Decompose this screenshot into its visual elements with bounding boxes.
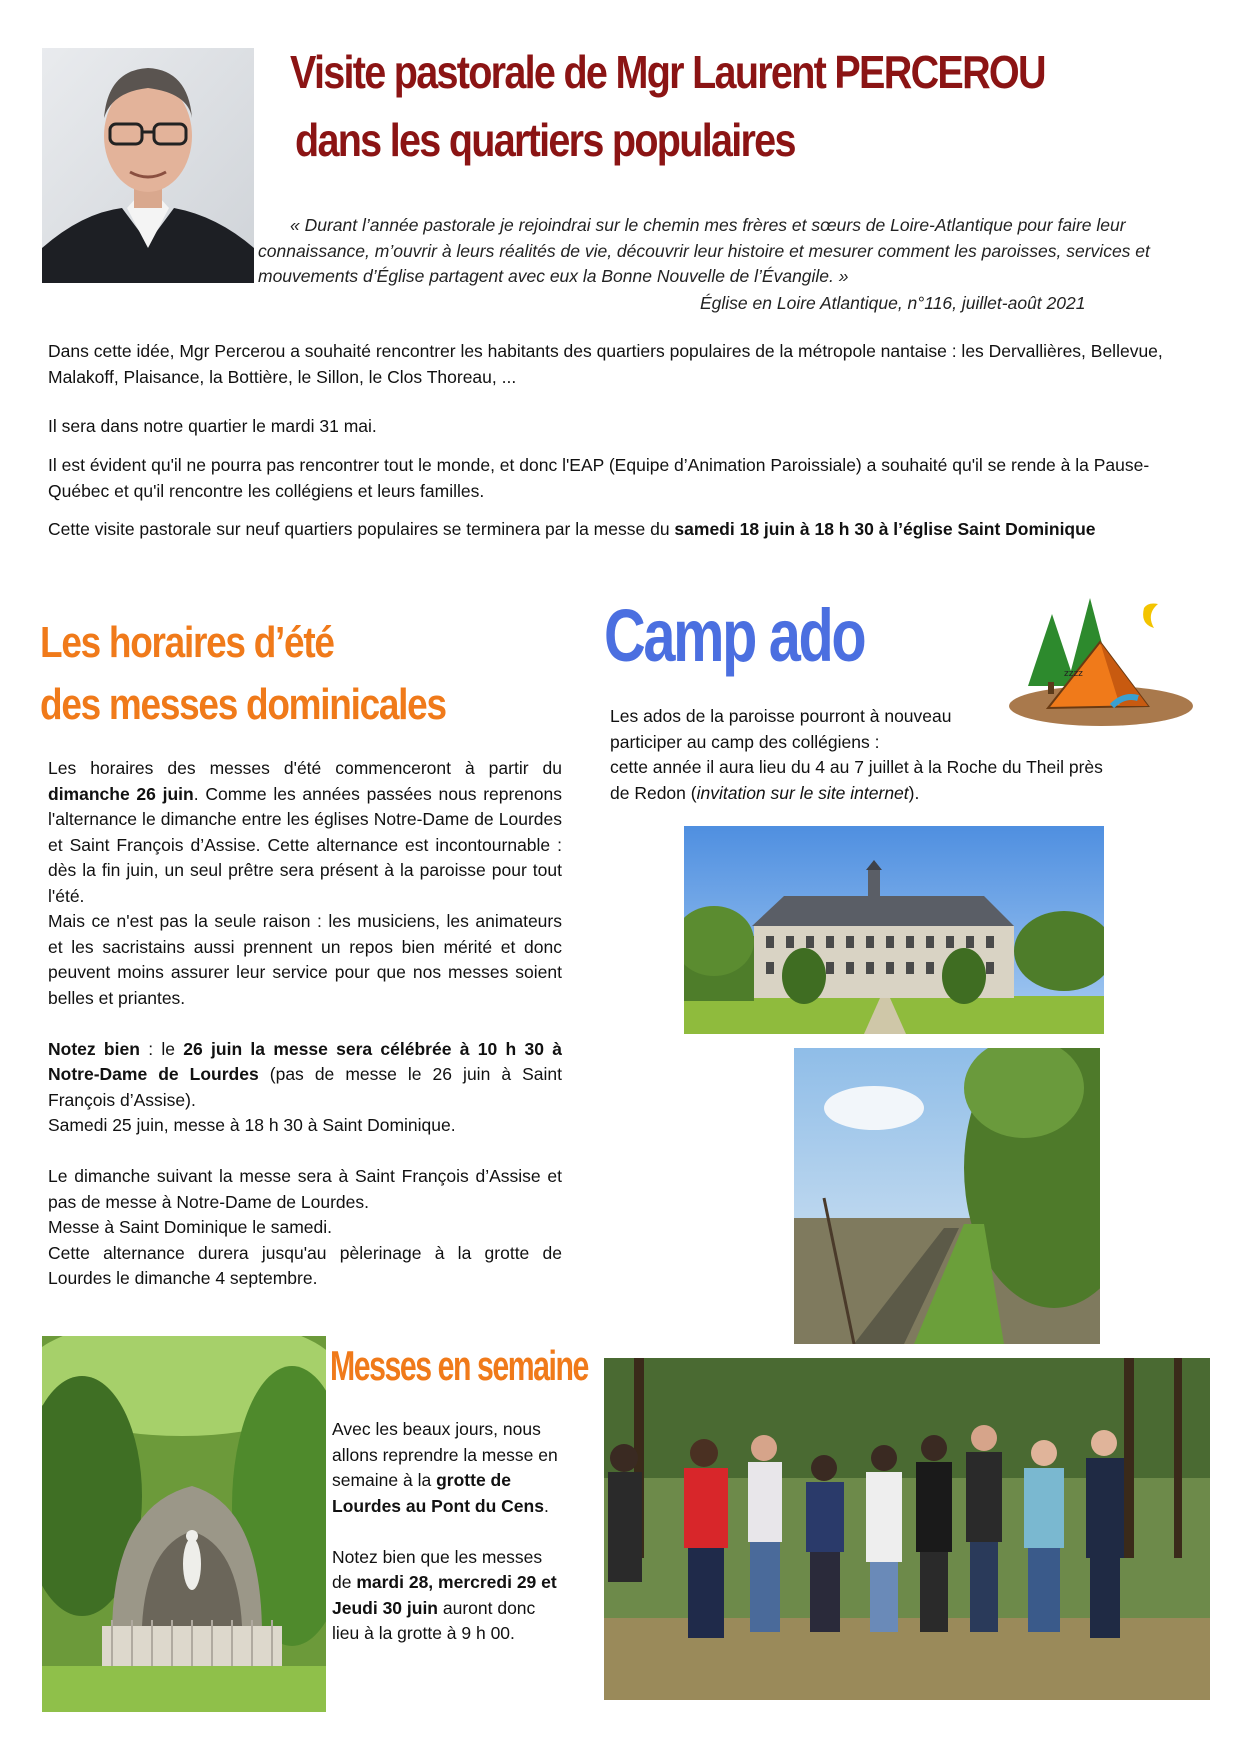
group-photo	[604, 1358, 1210, 1700]
summer-p1: Les horaires des messes d'été commenceront à partir du dimanche 26 juin. Comme les années passées nous reprenons l'alternance le dimanche entre les églises Notre-Dame de Lourdes et Saint François d’Assise. Cette alternance est incontournable : dès la fin juin, un seul prêtre sera présent à la paroisse pour tout l'été.	[48, 758, 562, 906]
intro-p4-text: Cette visite pastorale sur neuf quartiers populaires se terminera par la messe du	[48, 519, 675, 539]
camp-p2: cette année il aura lieu du 4 au 7 juillet à la Roche du Theil près de Redon (invitation sur le site internet).	[610, 757, 1103, 803]
grotto-photo	[42, 1336, 326, 1712]
weekday-p1: Avec les beaux jours, nous allons reprendre la messe en semaine à la grotte de Lourdes au Pont du Cens.	[332, 1419, 558, 1516]
weekday-p2: Notez bien que les messes de mardi 28, mercredi 29 et Jeudi 30 juin auront donc lieu à la grotte à 9 h 00.	[332, 1546, 557, 1643]
main-title-line2: dans les quartiers populaires	[295, 114, 795, 166]
camp-title: Camp ado	[604, 594, 865, 677]
summer-p6: Messe à Saint Dominique le samedi.	[48, 1217, 333, 1237]
camp-body	[610, 704, 1110, 806]
summer-p5: Le dimanche suivant la messe sera à Saint François d’Assise et pas de messe à Notre-Dame de Lourdes.	[48, 1166, 562, 1212]
countryside-path-photo	[794, 1048, 1100, 1344]
intro-paragraph-2: Il sera dans notre quartier le mardi 31 mai.	[48, 416, 377, 436]
main-title-line1: Visite pastorale de Mgr Laurent PERCEROU	[290, 46, 1045, 98]
intro-paragraph-1: Dans cette idée, Mgr Percerou a souhaité rencontrer les habitants des quartiers populaires de la métropole nantaise : les Dervallières, Bellevue, Malakoff, Plaisance, la Bottière, le Sillon, le Clos Thoreau, ...	[48, 341, 1163, 387]
summer-p7: Cette alternance durera jusqu'au pèlerinage à la grotte de Lourdes le dimanche 4 septembre.	[48, 1242, 562, 1288]
svg-text:zzzz: zzzz	[1064, 669, 1083, 679]
intro-paragraph-3: Il est évident qu'il ne pourra pas rencontrer tout le monde, et donc l'EAP (Equipe d’Animation Paroissiale) a souhaité qu'il se rende à la Pause-Québec et qu'il rencontre les collégiens et leurs familles.	[48, 455, 1150, 501]
castle-photo	[684, 826, 1104, 1034]
summer-p4: Samedi 25 juin, messe à 18 h 30 à Saint Dominique.	[48, 1115, 456, 1135]
summer-body	[48, 756, 562, 1292]
intro-p4-bold: samedi 18 juin à 18 h 30 à l’église Saint Dominique	[674, 519, 1096, 539]
weekday-body	[332, 1417, 562, 1647]
summer-title-line2: des messes dominicales	[40, 680, 446, 729]
weekday-title: Messes en semaine	[330, 1342, 588, 1389]
quote-source: Église en Loire Atlantique, n°116, juillet-août 2021	[700, 293, 1086, 313]
summer-title-line1: Les horaires d’été	[40, 618, 334, 667]
camp-p1: Les ados de la paroisse pourront à nouveau participer au camp des collégiens :	[610, 706, 952, 752]
summer-p2: Mais ce n'est pas la seule raison : les musiciens, les animateurs et les sacristains aussi prennent un repos bien mérité et donc peuvent moins assurer leur service pour que nos messes soient belles et priantes.	[48, 911, 562, 1008]
bishop-portrait	[42, 48, 254, 283]
quote-text: « Durant l’année pastorale je rejoindrai sur le chemin mes frères et sœurs de Loire-Atlantique pour faire leur connaissance, m’ouvrir à leurs réalités de vie, découvrir leur histoire et mesurer comment les paroisses, services et mouvements d’Église partagent avec eux la Bonne Nouvelle de l’Évangile. »	[258, 215, 1150, 286]
intro-paragraph-4	[48, 517, 1228, 543]
summer-note: Notez bien : le 26 juin la messe sera célébrée à 10 h 30 à Notre-Dame de Lourdes (pas de messe le 26 juin à Saint François d’Assise).	[48, 1038, 562, 1110]
quote-block	[258, 213, 1188, 290]
